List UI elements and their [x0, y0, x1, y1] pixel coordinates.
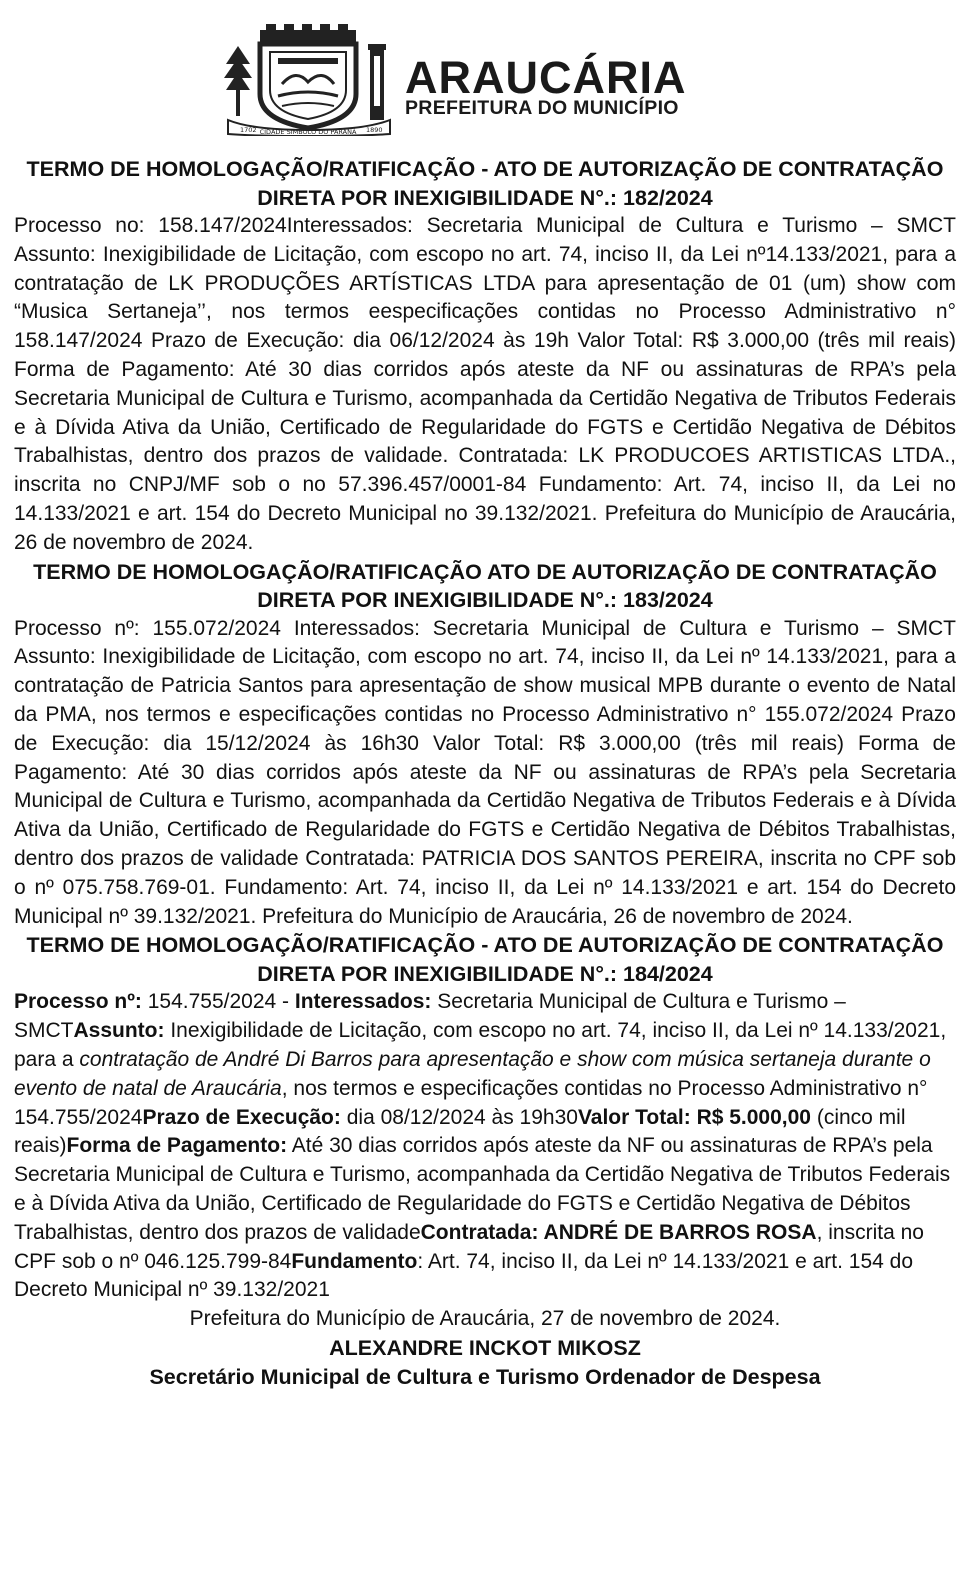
term-184-body: [14, 988, 956, 1305]
contratada-value: , inscrita no CPF sob o nº 046.125.799-84: [14, 1220, 924, 1273]
assunto-end: , nos termos e especificações contidas no Processo Administrativo n° 154.755/2024: [14, 1076, 928, 1129]
processo-value: 154.755/2024 -: [141, 990, 295, 1014]
brand-wordmark: [405, 52, 687, 119]
seal-year-right: 1890: [366, 126, 383, 134]
page-header: [0, 0, 974, 150]
term-182-title: TERMO DE HOMOLOGAÇÃO/RATIFICAÇÃO - ATO DE AUTORIZAÇÃO DE CONTRATAÇÃO DIRETA POR INEXIGIBILIDADE N°.: 182/2024: [26, 157, 944, 210]
seal-ribbon-text: CIDADE SIMBOLO DO PARANÁ: [259, 128, 357, 136]
forma-value: Até 30 dias corridos após ateste da NF ou assinaturas de RPA’s pela Secretaria Municipal de Cultura e Turismo, acompanhada da Certidão Negativa de Tributos Federais e à Dívida Ativa da União, Certificado de Regularidade do FGTS e Certidão Negativa de Débitos Trabalhistas, dentro dos prazos de validade: [14, 1134, 951, 1244]
label-fundamento: Fundamento: [291, 1249, 418, 1273]
assunto-value: Inexigibilidade de Licitação, com escopo no art. 74, inciso II, da Lei nº 14.133/2021, para a: [14, 1019, 947, 1071]
term-184-section: [14, 931, 956, 1334]
label-contratada: Contratada: ANDRÉ DE BARROS ROSA: [420, 1220, 817, 1244]
fundamento-value: : Art. 74, inciso II, da Lei nº 14.133/2021 e art. 154 do Decreto Municipal nº 39.132/2021: [14, 1249, 914, 1302]
term-183-section: [14, 558, 956, 932]
signature-block: [14, 1334, 956, 1392]
signatory-role: Secretário Municipal de Cultura e Turismo Ordenador de Despesa: [149, 1364, 821, 1389]
label-interessados: Interessados:: [294, 990, 432, 1014]
brand-name: ARAUCÁRIA: [405, 52, 687, 103]
municipal-coat-of-arms-logo: [222, 24, 397, 141]
interessados-value: Secretaria Municipal de Cultura e Turismo – SMCT: [14, 990, 846, 1043]
document-body: [14, 155, 956, 1391]
label-processo: Processo nº:: [14, 990, 142, 1014]
seal-year-left: 1702: [240, 126, 257, 134]
brand-subtitle: PREFEITURA DO MUNICÍPIO: [405, 97, 679, 119]
label-assunto: Assunto:: [73, 1019, 165, 1043]
prazo-value: dia 08/12/2024 às 19h30: [340, 1105, 578, 1129]
coat-of-arms-icon: [222, 24, 397, 136]
place-date: Prefeitura do Município de Araucária, 27 de novembro de 2024.: [189, 1307, 781, 1331]
term-183-body: Processo nº: 155.072/2024 Interessados: Secretaria Municipal de Cultura e Turismo – SMCT Assunto: Inexigibilidade de Licitação, com escopo no art. 74, inciso II, da Lei nº 14.133/2021, para a contratação de Patricia Santos para apresentação de show musical MPB durante o evento de Natal da PMA, nos termos e especificações contidas no Processo Administrativo n° 155.072/2024 Prazo de Execução: dia 15/12/2024 às 16h30 Valor Total: R$ 3.000,00 (três mil reais) Forma de Pagamento: Até 30 dias corridos após ateste da NF ou assinaturas de RPA’s pela Secretaria Municipal de Cultura e Turismo, acompanhada da Certidão Negativa de Tributos Federais e à Dívida Ativa da União, Certificado de Regularidade do FGTS e Certidão Negativa de Débitos Trabalhistas, dentro dos prazos de validade Contratada: PATRICIA DOS SANTOS PEREIRA, inscrita no CPF sob o nº 075.758.769-01. Fundamento: Art. 74, inciso II, da Lei nº 14.133/2021 e art. 154 do Decreto Municipal nº 39.132/2021. Prefeitura do Município de Araucária, 26 de novembro de 2024.: [14, 616, 956, 928]
term-182-section: [14, 155, 956, 558]
label-prazo: Prazo de Execução:: [142, 1105, 341, 1129]
valor-value: (cinco mil reais): [14, 1105, 906, 1158]
signatory-name: ALEXANDRE INCKOT MIKOSZ: [329, 1335, 641, 1360]
term-182-body: Processo no: 158.147/2024Interessados: Secretaria Municipal de Cultura e Turismo – SMCT Assunto: Inexigibilidade de Licitação, com escopo no art. 74, inciso II, da Lei nº14.133/2021, para a contratação de LK PRODUÇÕES ARTÍSTICAS LTDA para apresentação de 01 (um) show com “Musica Sertaneja’’, nos termos eespecificações contidas no Processo Administrativo n° 158.147/2024 Prazo de Execução: dia 06/12/2024 às 19h Valor Total: R$ 3.000,00 (três mil reais) Forma de Pagamento: Até 30 dias corridos após ateste da NF ou assinaturas de RPA’s pela Secretaria Municipal de Cultura e Turismo, acompanhada da Certidão Negativa de Tributos Federais e à Dívida Ativa da União, Certificado de Regularidade do FGTS e Certidão Negativa de Débitos Trabalhistas, dentro dos prazos de validade. Contratada: LK PRODUCOES ARTISTICAS LTDA., inscrita no CNPJ/MF sob o no 57.396.457/0001-84 Fundamento: Art. 74, inciso II, da Lei no 14.133/2021 e art. 154 do Decreto Municipal no 39.132/2021. Prefeitura do Município de Araucária, 26 de novembro de 2024.: [14, 214, 956, 554]
term-184-title: TERMO DE HOMOLOGAÇÃO/RATIFICAÇÃO - ATO DE AUTORIZAÇÃO DE CONTRATAÇÃO DIRETA POR INEXIGIBILIDADE N°.: 184/2024: [26, 933, 944, 986]
term-183-title: TERMO DE HOMOLOGAÇÃO/RATIFICAÇÃO ATO DE AUTORIZAÇÃO DE CONTRATAÇÃO DIRETA POR INEXIGIBILIDADE N°.: 183/2024: [33, 559, 937, 613]
label-forma: Forma de Pagamento:: [66, 1134, 288, 1158]
assunto-italic: contratação de André Di Barros para apresentação e show com música sertaneja durante o evento de natal de Araucária: [14, 1047, 931, 1100]
label-valor: Valor Total: R$ 5.000,00: [577, 1105, 811, 1129]
